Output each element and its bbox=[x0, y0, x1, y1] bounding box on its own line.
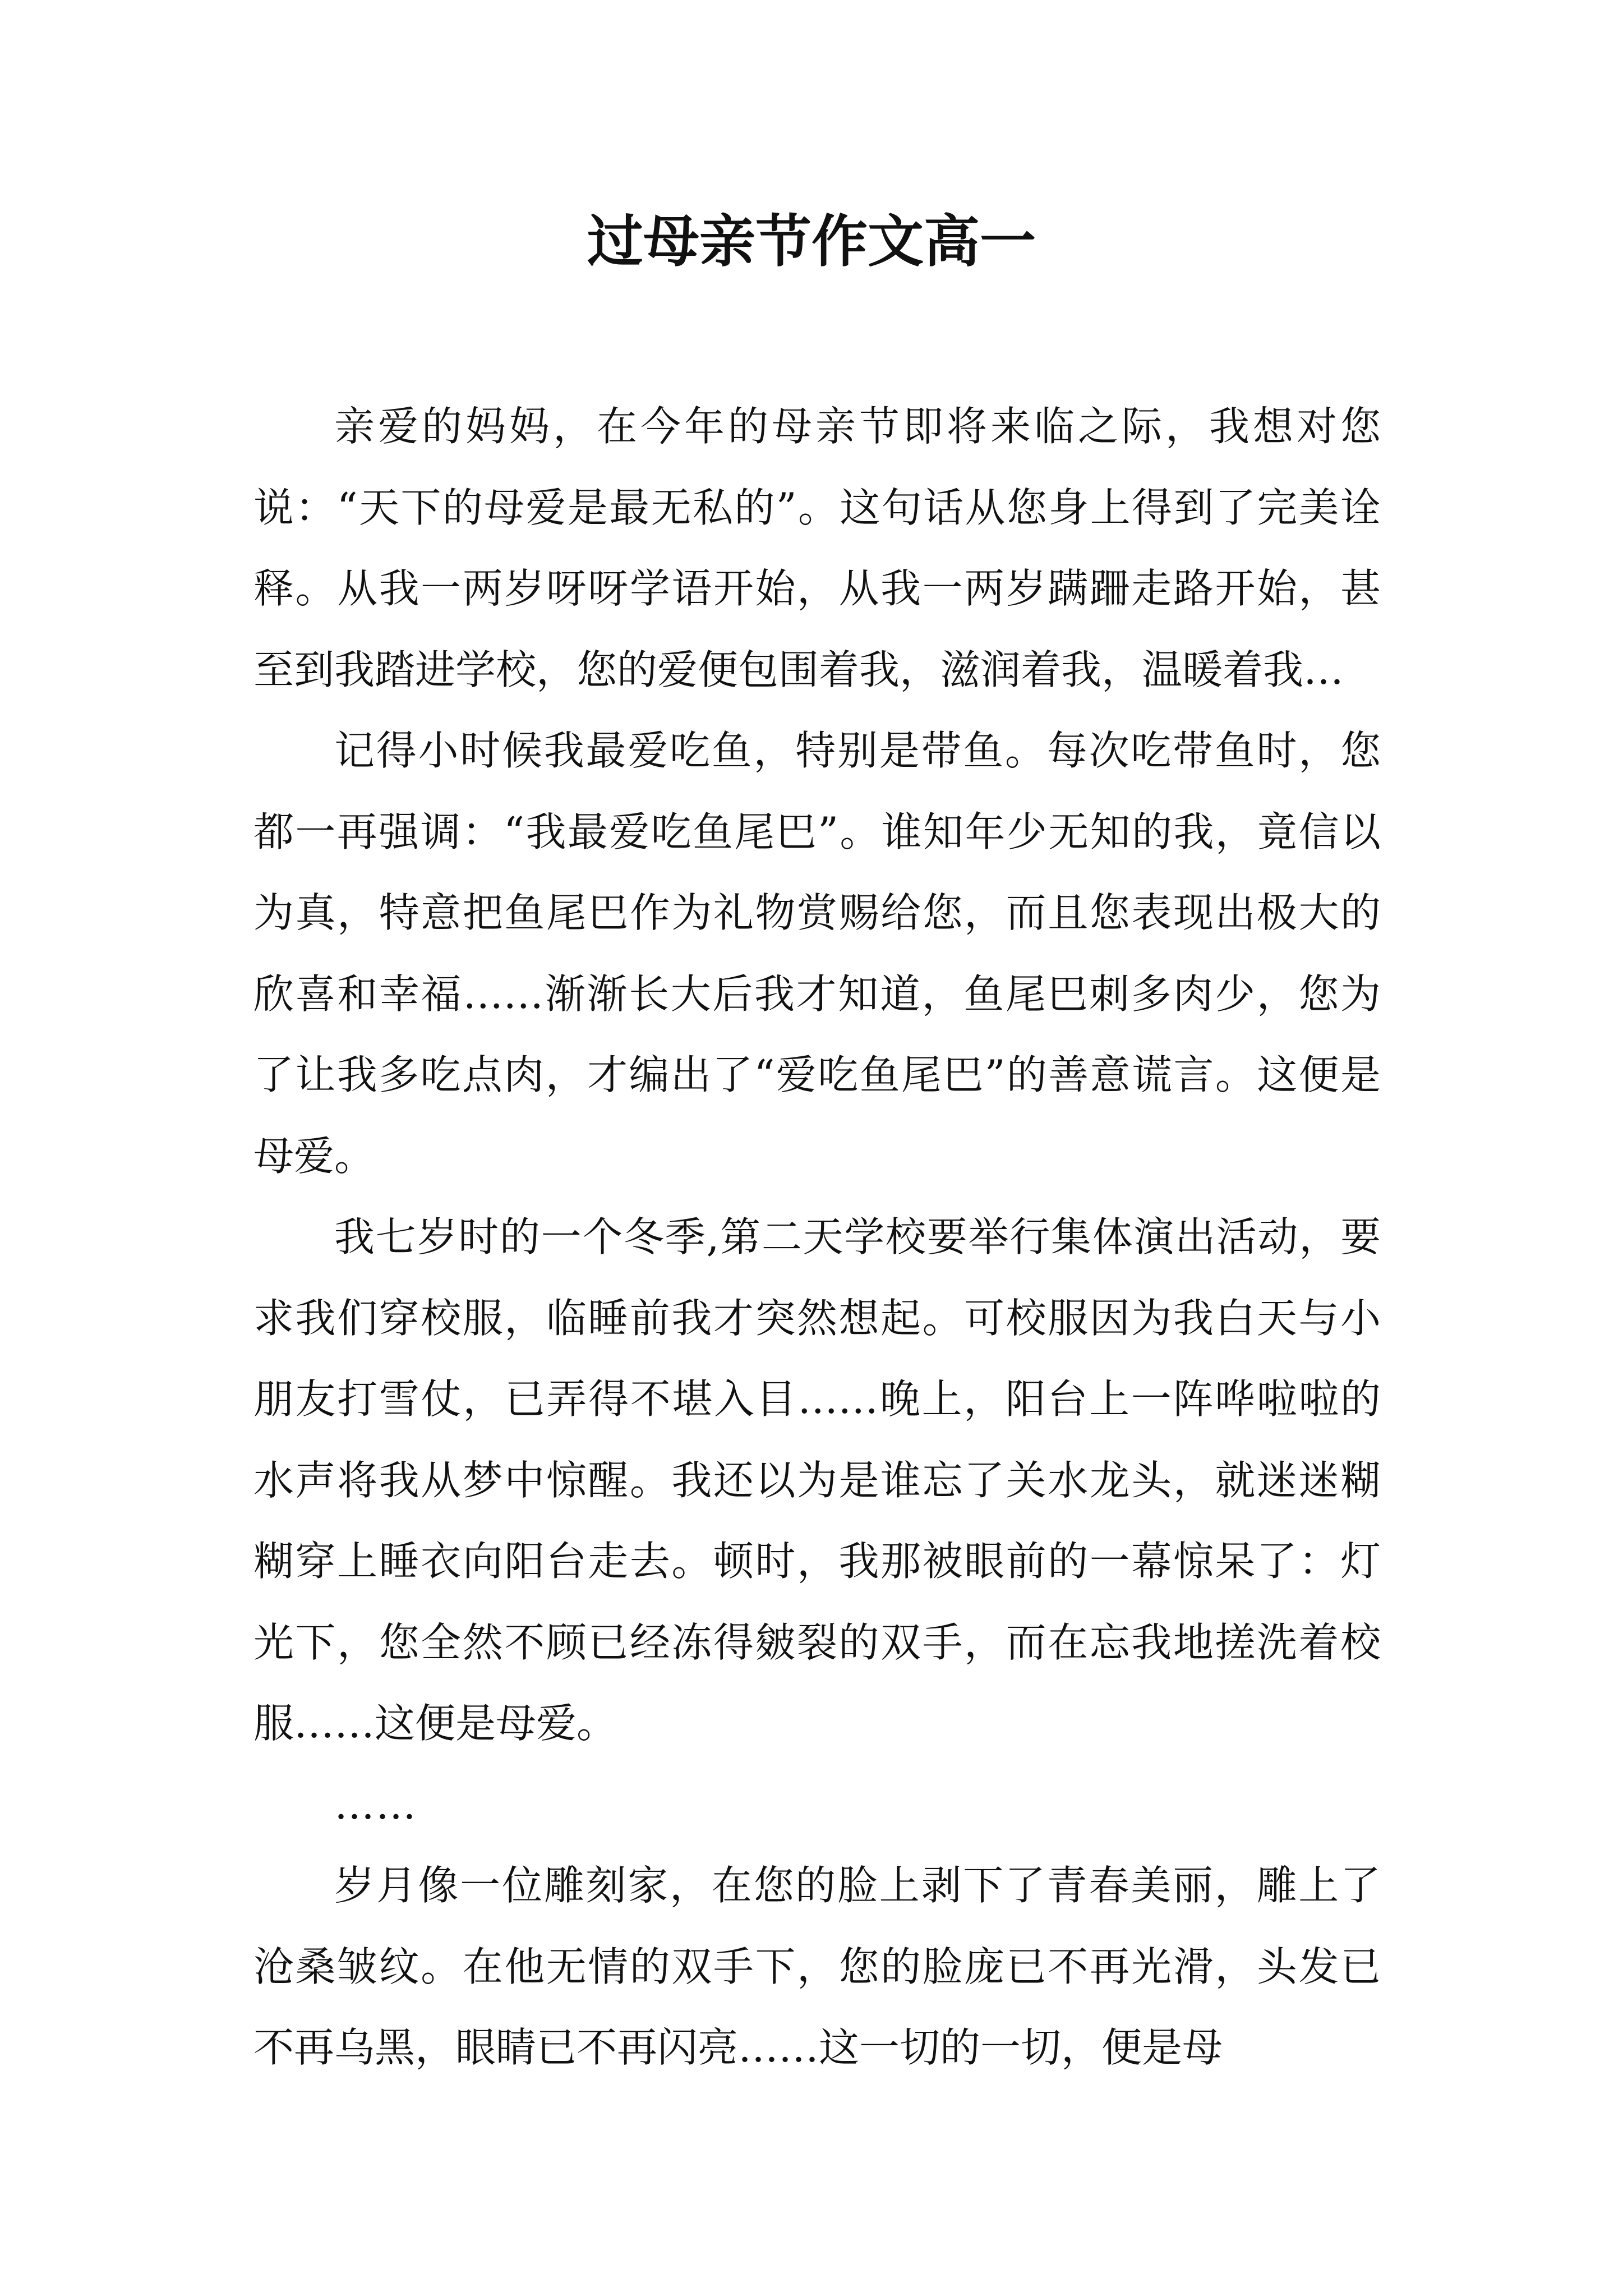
paragraph-ellipsis: …… bbox=[334, 1780, 417, 1828]
document-body bbox=[253, 386, 1381, 2088]
paragraph-1: 亲爱的妈妈，在今年的母亲节即将来临之际，我想对您说：“天下的母爱是最无私的”。这句话从您身上得到了完美诠释。从我一两岁呀呀学语开始，从我一两岁蹒跚走路开始，甚至到我踏进学校，您的爱便包围着我，滋润着我，温暖着我… bbox=[253, 403, 1381, 693]
document-title: 过母亲节作文高一 bbox=[587, 208, 1036, 274]
paragraph-5: 岁月像一位雕刻家，在您的脸上剥下了青春美丽，雕上了沧桑皱纹。在他无情的双手下，您的脸庞已不再光滑，头发已不再乌黑，眼睛已不再闪亮……这一切的一切，便是母 bbox=[253, 1862, 1381, 2071]
paragraph-3: 我七岁时的一个冬季,第二天学校要举行集体演出活动，要求我们穿校服，临睡前我才突然想起。可校服因为我白天与小朋友打雪仗，已弄得不堪入目……晚上，阳台上一阵哗啦啦的水声将我从梦中惊醒。我还以为是谁忘了关水龙头，就迷迷糊糊穿上睡衣向阳台走去。顿时，我那被眼前的一幕惊呆了：灯光下，您全然不顾已经冻得皴裂的双手，而在忘我地搓洗着校服……这便是母爱。 bbox=[253, 1213, 1381, 1747]
paragraph-2: 记得小时候我最爱吃鱼，特别是带鱼。每次吃带鱼时，您都一再强调：“我最爱吃鱼尾巴”。谁知年少无知的我，竟信以为真，特意把鱼尾巴作为礼物赏赐给您，而且您表现出极大的欣喜和幸福……渐渐长大后我才知道，鱼尾巴刺多肉少，您为了让我多吃点肉，才编出了“爱吃鱼尾巴”的善意谎言。这便是母爱。 bbox=[253, 727, 1381, 1180]
